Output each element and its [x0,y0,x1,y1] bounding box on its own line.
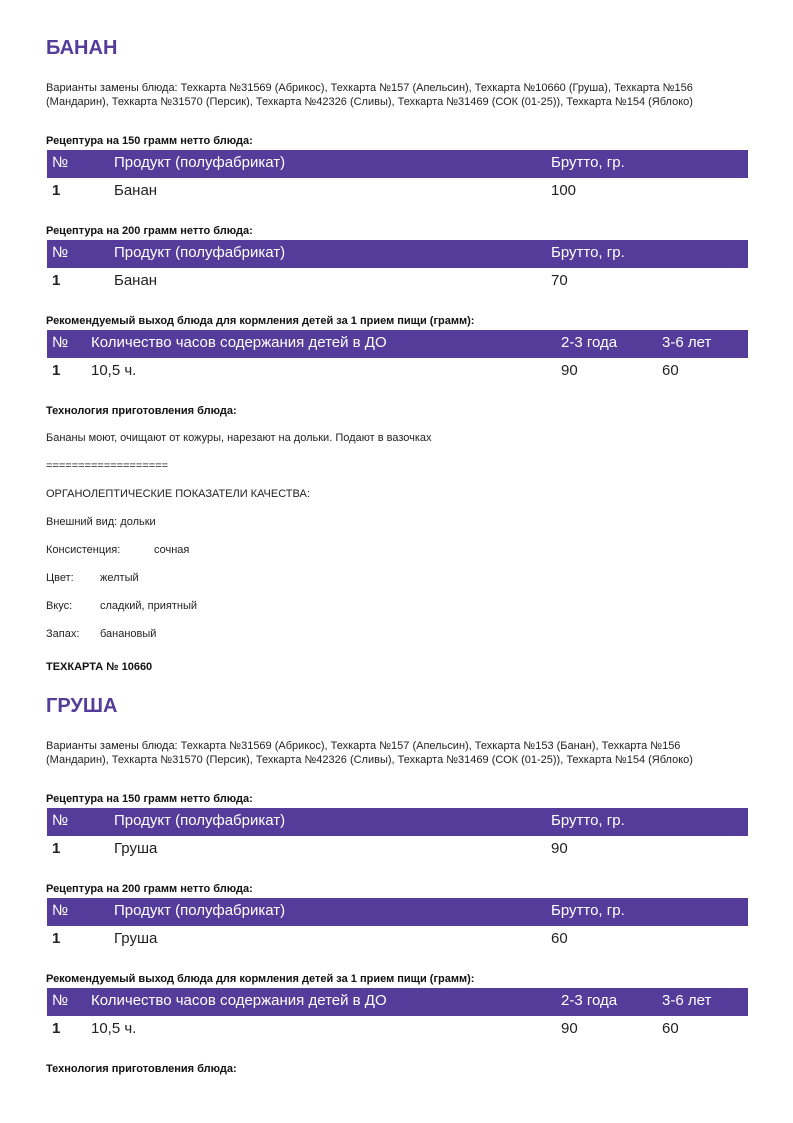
output-table [47,988,748,1044]
table-row [47,268,748,296]
table-header [47,898,748,926]
row-number: 1 [52,840,61,857]
col-age-3-6: 3-6 лет [662,334,712,351]
table-header [47,150,748,178]
row-product: Груша [114,840,158,857]
col-number: № [52,992,69,1009]
substitutes-text: Варианты замены блюда: Техкарта №31569 (Абрикос), Техкарта №157 (Апельсин), Техкарта №153 (Банан), Техкарта №156 (Мандарин), Техкарта №31570 (Персик), Техкарта №42326 (Сливы), Техкарта №31469 (СОК (01-25)), Техкарта №154 (Яблоко) [46,740,693,766]
recipe-150-label: Рецептура на 150 грамм нетто блюда: [46,135,253,147]
col-product: Продукт (полуфабрикат) [114,812,286,829]
dish-title: ГРУША [46,695,118,717]
row-product: Банан [114,182,158,199]
row-number: 1 [52,362,61,379]
table-header [47,808,748,836]
table-header [47,240,748,268]
row-gross: 90 [551,840,568,857]
recipe-200-label: Рецептура на 200 грамм нетто блюда: [46,883,253,895]
col-gross: Брутто, гр. [551,244,625,261]
organoleptic-title: ОРГАНОЛЕПТИЧЕСКИЕ ПОКАЗАТЕЛИ КАЧЕСТВА: [46,488,310,500]
col-gross: Брутто, гр. [551,812,625,829]
substitutes-text: Варианты замены блюда: Техкарта №31569 (Абрикос), Техкарта №157 (Апельсин), Техкарта №10660 (Груша), Техкарта №156 (Мандарин), Техкарта №31570 (Персик), Техкарта №42326 (Сливы), Техкарта №31469 (СОК (01-25)), Техкарта №154 (Яблоко) [46,82,693,108]
col-gross: Брутто, гр. [551,154,625,171]
recipe-150-table [47,150,748,206]
row-number: 1 [52,182,61,199]
techcard-number: ТЕХКАРТА № 10660 [46,661,153,673]
table-row [47,358,748,386]
color-label: Цвет: [46,572,74,584]
row-hours: 10,5 ч. [91,1020,137,1037]
taste-value: сладкий, приятный [100,600,198,612]
output-label: Рекомендуемый выход блюда для кормления детей за 1 прием пищи (грамм): [46,315,475,327]
col-age-3-6: 3-6 лет [662,992,712,1009]
recipe-200-table [47,240,748,296]
col-number: № [52,812,69,829]
separator: =================== [46,460,169,472]
recipe-150-table [47,808,748,864]
row-age-3-6: 60 [662,1020,679,1037]
smell-label: Запах: [46,628,80,640]
row-number: 1 [52,1020,61,1037]
color-value: желтый [100,572,139,584]
col-hours: Количество часов содержания детей в ДО [91,334,387,351]
output-label: Рекомендуемый выход блюда для кормления детей за 1 прием пищи (грамм): [46,973,475,985]
row-product: Груша [114,930,158,947]
technology-text: Бананы моют, очищают от кожуры, нарезают на дольки. Подают в вазочках [46,432,432,444]
technology-label: Технология приготовления блюда: [46,405,237,417]
row-gross: 60 [551,930,568,947]
col-number: № [52,244,69,261]
row-age-2-3: 90 [561,362,578,379]
dish-title: БАНАН [46,37,118,59]
table-header [47,330,748,358]
col-age-2-3: 2-3 года [561,334,618,351]
row-product: Банан [114,272,158,289]
table-header [47,988,748,1016]
col-age-2-3: 2-3 года [561,992,618,1009]
col-product: Продукт (полуфабрикат) [114,902,286,919]
row-age-3-6: 60 [662,362,679,379]
col-product: Продукт (полуфабрикат) [114,244,286,261]
row-number: 1 [52,272,61,289]
row-number: 1 [52,930,61,947]
col-product: Продукт (полуфабрикат) [114,154,286,171]
col-number: № [52,902,69,919]
recipe-200-label: Рецептура на 200 грамм нетто блюда: [46,225,253,237]
row-hours: 10,5 ч. [91,362,137,379]
output-table [47,330,748,386]
col-number: № [52,334,69,351]
table-row [47,926,748,954]
consistency-value: сочная [154,544,190,556]
col-number: № [52,154,69,171]
row-gross: 100 [551,182,577,199]
table-row [47,836,748,864]
appearance: Внешний вид: дольки [46,516,156,528]
row-age-2-3: 90 [561,1020,578,1037]
row-gross: 70 [551,272,568,289]
smell-value: банановый [100,628,157,640]
table-row [47,178,748,206]
col-hours: Количество часов содержания детей в ДО [91,992,387,1009]
consistency-label: Консистенция: [46,544,121,556]
recipe-150-label: Рецептура на 150 грамм нетто блюда: [46,793,253,805]
col-gross: Брутто, гр. [551,902,625,919]
technology-label: Технология приготовления блюда: [46,1063,237,1075]
recipe-200-table [47,898,748,954]
table-row [47,1016,748,1044]
taste-label: Вкус: [46,600,73,612]
